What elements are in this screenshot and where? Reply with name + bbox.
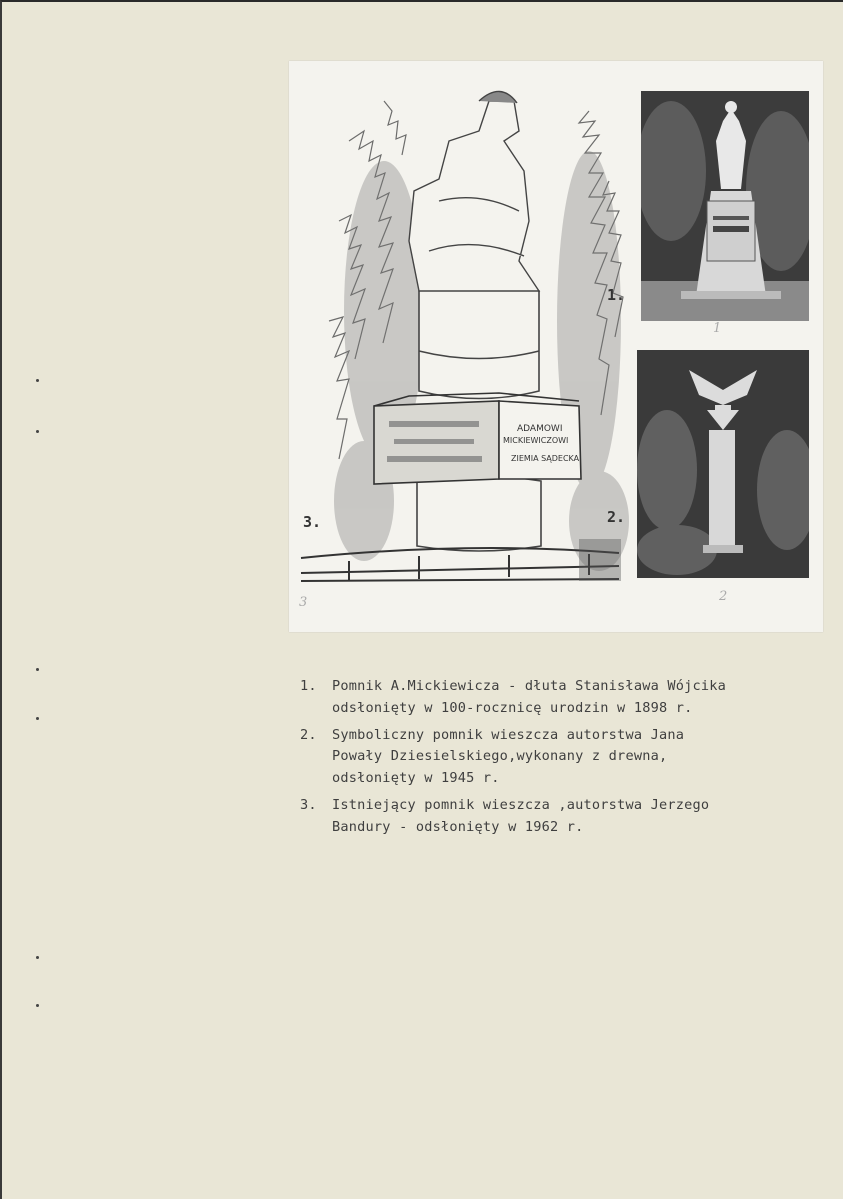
caption-item <box>300 795 830 839</box>
punch-mark <box>36 717 39 720</box>
inscription-line-1: ADAMOWI <box>517 424 563 434</box>
label-photo-1: 1. <box>607 286 626 304</box>
inscription-line-3: ZIEMIA SĄDECKA <box>511 454 580 463</box>
pencil-number-1: 1 <box>713 321 722 336</box>
caption-item <box>300 676 830 720</box>
label-drawing-3: 3. <box>303 513 322 531</box>
punch-mark <box>36 956 39 959</box>
pencil-number-2: 2 <box>719 589 728 604</box>
caption-text: Istniejący pomnik wieszcza ,autorstwa Jerzego Bandury - odsłonięty w 1962 r. <box>332 796 710 835</box>
caption-item <box>300 725 830 790</box>
punch-mark <box>36 430 39 433</box>
caption-number: 1. <box>300 678 317 694</box>
punch-mark <box>36 1004 39 1007</box>
photo-collage <box>289 61 823 632</box>
caption-number: 2. <box>300 726 317 743</box>
caption-list <box>300 676 830 844</box>
punch-mark <box>36 668 39 671</box>
photo-monument-2 <box>637 350 809 578</box>
pencil-number-3: 3 <box>299 595 308 610</box>
caption-number: 3. <box>300 796 317 813</box>
photo-monument-1 <box>641 91 809 321</box>
label-photo-2: 2. <box>607 508 626 526</box>
caption-text: Pomnik A.Mickiewicza - dłuta Stanisława Wójcika odsłonięty w 100-rocznicę urodzin w 1898 r. <box>332 678 727 716</box>
caption-text: Symboliczny pomnik wieszcza autorstwa Jana Powały Dziesielskiego,wykonany z drewna, odsłonięty w 1945 r. <box>332 726 685 787</box>
punch-mark <box>36 379 39 382</box>
inscription-line-2: MICKIEWICZOWI <box>503 436 569 445</box>
